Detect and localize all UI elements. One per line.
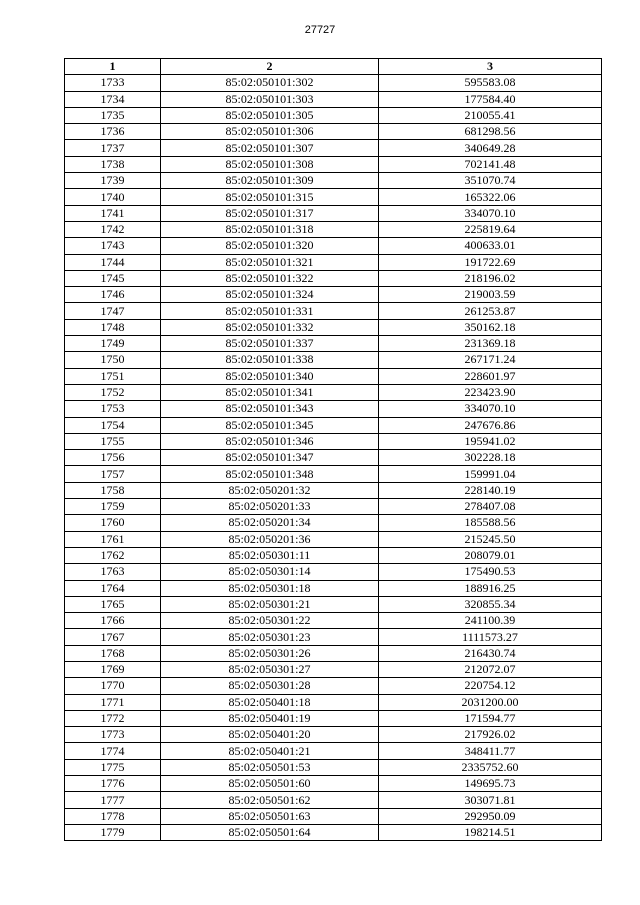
row-number-cell: 1766 xyxy=(65,613,161,629)
cadastral-number-cell: 85:02:050501:53 xyxy=(161,759,379,775)
table-row xyxy=(65,531,602,547)
table-row xyxy=(65,482,602,498)
value-cell: 292950.09 xyxy=(379,808,602,824)
table-row xyxy=(65,499,602,515)
header-row xyxy=(65,59,602,75)
row-number-cell: 1773 xyxy=(65,727,161,743)
row-number-cell: 1759 xyxy=(65,499,161,515)
value-cell: 208079.01 xyxy=(379,547,602,563)
cadastral-number-cell: 85:02:050301:14 xyxy=(161,564,379,580)
value-cell: 247676.86 xyxy=(379,417,602,433)
table-row xyxy=(65,173,602,189)
row-number-cell: 1767 xyxy=(65,629,161,645)
value-cell: 149695.73 xyxy=(379,776,602,792)
cadastral-number-cell: 85:02:050101:346 xyxy=(161,433,379,449)
value-cell: 177584.40 xyxy=(379,91,602,107)
table-row xyxy=(65,221,602,237)
row-number-cell: 1762 xyxy=(65,547,161,563)
table-row xyxy=(65,270,602,286)
cadastral-number-cell: 85:02:050101:309 xyxy=(161,173,379,189)
value-cell: 165322.06 xyxy=(379,189,602,205)
table-row xyxy=(65,596,602,612)
value-cell: 595583.08 xyxy=(379,75,602,91)
value-cell: 681298.56 xyxy=(379,124,602,140)
row-number-cell: 1746 xyxy=(65,287,161,303)
value-cell: 303071.81 xyxy=(379,792,602,808)
table-body xyxy=(65,75,602,841)
table-row xyxy=(65,75,602,91)
row-number-cell: 1764 xyxy=(65,580,161,596)
table-row xyxy=(65,124,602,140)
row-number-cell: 1750 xyxy=(65,352,161,368)
cadastral-number-cell: 85:02:050101:302 xyxy=(161,75,379,91)
cadastral-number-cell: 85:02:050101:315 xyxy=(161,189,379,205)
cadastral-number-cell: 85:02:050101:318 xyxy=(161,221,379,237)
row-number-cell: 1738 xyxy=(65,156,161,172)
value-cell: 228601.97 xyxy=(379,368,602,384)
table-row xyxy=(65,433,602,449)
value-cell: 171594.77 xyxy=(379,710,602,726)
table-row xyxy=(65,238,602,254)
table-row xyxy=(65,515,602,531)
row-number-cell: 1751 xyxy=(65,368,161,384)
table-row xyxy=(65,352,602,368)
cadastral-number-cell: 85:02:050401:21 xyxy=(161,743,379,759)
cadastral-number-cell: 85:02:050101:340 xyxy=(161,368,379,384)
table-header xyxy=(65,59,602,75)
value-cell: 198214.51 xyxy=(379,824,602,840)
row-number-cell: 1772 xyxy=(65,710,161,726)
cadastral-number-cell: 85:02:050301:11 xyxy=(161,547,379,563)
table-row xyxy=(65,189,602,205)
cadastral-number-cell: 85:02:050101:343 xyxy=(161,401,379,417)
cadastral-number-cell: 85:02:050201:32 xyxy=(161,482,379,498)
cadastral-number-cell: 85:02:050101:341 xyxy=(161,384,379,400)
value-cell: 340649.28 xyxy=(379,140,602,156)
value-cell: 223423.90 xyxy=(379,384,602,400)
row-number-cell: 1770 xyxy=(65,678,161,694)
cadastral-number-cell: 85:02:050101:331 xyxy=(161,303,379,319)
cadastral-number-cell: 85:02:050101:303 xyxy=(161,91,379,107)
value-cell: 1111573.27 xyxy=(379,629,602,645)
table-row xyxy=(65,776,602,792)
table-row xyxy=(65,384,602,400)
cadastral-number-cell: 85:02:050101:345 xyxy=(161,417,379,433)
value-cell: 218196.02 xyxy=(379,270,602,286)
table-row xyxy=(65,613,602,629)
table-row xyxy=(65,580,602,596)
data-table xyxy=(64,58,602,841)
table-row xyxy=(65,205,602,221)
value-cell: 320855.34 xyxy=(379,596,602,612)
row-number-cell: 1769 xyxy=(65,661,161,677)
value-cell: 267171.24 xyxy=(379,352,602,368)
cadastral-number-cell: 85:02:050101:317 xyxy=(161,205,379,221)
row-number-cell: 1754 xyxy=(65,417,161,433)
row-number-cell: 1771 xyxy=(65,694,161,710)
row-number-cell: 1776 xyxy=(65,776,161,792)
row-number-cell: 1760 xyxy=(65,515,161,531)
cadastral-number-cell: 85:02:050401:18 xyxy=(161,694,379,710)
table-row xyxy=(65,319,602,335)
value-cell: 348411.77 xyxy=(379,743,602,759)
cadastral-number-cell: 85:02:050201:36 xyxy=(161,531,379,547)
cadastral-number-cell: 85:02:050501:64 xyxy=(161,824,379,840)
row-number-cell: 1747 xyxy=(65,303,161,319)
cadastral-number-cell: 85:02:050401:19 xyxy=(161,710,379,726)
value-cell: 400633.01 xyxy=(379,238,602,254)
value-cell: 185588.56 xyxy=(379,515,602,531)
cadastral-number-cell: 85:02:050201:34 xyxy=(161,515,379,531)
cadastral-number-cell: 85:02:050101:338 xyxy=(161,352,379,368)
row-number-cell: 1753 xyxy=(65,401,161,417)
row-number-cell: 1733 xyxy=(65,75,161,91)
value-cell: 261253.87 xyxy=(379,303,602,319)
value-cell: 215245.50 xyxy=(379,531,602,547)
row-number-cell: 1744 xyxy=(65,254,161,270)
value-cell: 212072.07 xyxy=(379,661,602,677)
value-cell: 2335752.60 xyxy=(379,759,602,775)
row-number-cell: 1736 xyxy=(65,124,161,140)
cadastral-number-cell: 85:02:050101:320 xyxy=(161,238,379,254)
row-number-cell: 1775 xyxy=(65,759,161,775)
value-cell: 278407.08 xyxy=(379,499,602,515)
table-row xyxy=(65,107,602,123)
table-row xyxy=(65,694,602,710)
value-cell: 302228.18 xyxy=(379,450,602,466)
row-number-cell: 1777 xyxy=(65,792,161,808)
cadastral-number-cell: 85:02:050201:33 xyxy=(161,499,379,515)
value-cell: 241100.39 xyxy=(379,613,602,629)
table-row xyxy=(65,254,602,270)
cadastral-number-cell: 85:02:050501:60 xyxy=(161,776,379,792)
value-cell: 702141.48 xyxy=(379,156,602,172)
value-cell: 210055.41 xyxy=(379,107,602,123)
value-cell: 188916.25 xyxy=(379,580,602,596)
value-cell: 159991.04 xyxy=(379,466,602,482)
table-row xyxy=(65,792,602,808)
value-cell: 351070.74 xyxy=(379,173,602,189)
table-row xyxy=(65,156,602,172)
cadastral-number-cell: 85:02:050101:332 xyxy=(161,319,379,335)
cadastral-number-cell: 85:02:050301:28 xyxy=(161,678,379,694)
table-row xyxy=(65,661,602,677)
row-number-cell: 1756 xyxy=(65,450,161,466)
row-number-cell: 1774 xyxy=(65,743,161,759)
value-cell: 228140.19 xyxy=(379,482,602,498)
table-row xyxy=(65,645,602,661)
value-cell: 175490.53 xyxy=(379,564,602,580)
value-cell: 217926.02 xyxy=(379,727,602,743)
table-row xyxy=(65,303,602,319)
table-row xyxy=(65,547,602,563)
cadastral-number-cell: 85:02:050101:307 xyxy=(161,140,379,156)
table-row xyxy=(65,808,602,824)
row-number-cell: 1779 xyxy=(65,824,161,840)
table-row xyxy=(65,629,602,645)
row-number-cell: 1740 xyxy=(65,189,161,205)
row-number-cell: 1748 xyxy=(65,319,161,335)
table-row xyxy=(65,140,602,156)
row-number-cell: 1765 xyxy=(65,596,161,612)
cadastral-number-cell: 85:02:050101:337 xyxy=(161,336,379,352)
table-row xyxy=(65,450,602,466)
table-row xyxy=(65,336,602,352)
cadastral-number-cell: 85:02:050101:347 xyxy=(161,450,379,466)
row-number-cell: 1739 xyxy=(65,173,161,189)
cadastral-number-cell: 85:02:050301:22 xyxy=(161,613,379,629)
table-row xyxy=(65,287,602,303)
table-row xyxy=(65,466,602,482)
row-number-cell: 1757 xyxy=(65,466,161,482)
row-number-cell: 1749 xyxy=(65,336,161,352)
row-number-cell: 1741 xyxy=(65,205,161,221)
value-cell: 216430.74 xyxy=(379,645,602,661)
table-row xyxy=(65,743,602,759)
value-cell: 334070.10 xyxy=(379,205,602,221)
row-number-cell: 1734 xyxy=(65,91,161,107)
row-number-cell: 1745 xyxy=(65,270,161,286)
table-row xyxy=(65,824,602,840)
cadastral-number-cell: 85:02:050301:23 xyxy=(161,629,379,645)
row-number-cell: 1778 xyxy=(65,808,161,824)
table-row xyxy=(65,368,602,384)
table-row xyxy=(65,759,602,775)
table-row xyxy=(65,710,602,726)
value-cell: 2031200.00 xyxy=(379,694,602,710)
row-number-cell: 1752 xyxy=(65,384,161,400)
row-number-cell: 1763 xyxy=(65,564,161,580)
cadastral-number-cell: 85:02:050101:321 xyxy=(161,254,379,270)
table-row xyxy=(65,401,602,417)
value-cell: 220754.12 xyxy=(379,678,602,694)
row-number-cell: 1737 xyxy=(65,140,161,156)
cadastral-number-cell: 85:02:050101:306 xyxy=(161,124,379,140)
cadastral-number-cell: 85:02:050101:324 xyxy=(161,287,379,303)
value-cell: 334070.10 xyxy=(379,401,602,417)
cadastral-number-cell: 85:02:050501:62 xyxy=(161,792,379,808)
cadastral-number-cell: 85:02:050301:21 xyxy=(161,596,379,612)
cadastral-number-cell: 85:02:050101:308 xyxy=(161,156,379,172)
row-number-cell: 1758 xyxy=(65,482,161,498)
cadastral-number-cell: 85:02:050401:20 xyxy=(161,727,379,743)
value-cell: 195941.02 xyxy=(379,433,602,449)
row-number-cell: 1743 xyxy=(65,238,161,254)
column-header-1: 1 xyxy=(65,59,161,75)
table-row xyxy=(65,417,602,433)
cadastral-number-cell: 85:02:050301:18 xyxy=(161,580,379,596)
value-cell: 225819.64 xyxy=(379,221,602,237)
value-cell: 219003.59 xyxy=(379,287,602,303)
table-row xyxy=(65,727,602,743)
value-cell: 231369.18 xyxy=(379,336,602,352)
cadastral-number-cell: 85:02:050301:27 xyxy=(161,661,379,677)
cadastral-number-cell: 85:02:050301:26 xyxy=(161,645,379,661)
row-number-cell: 1761 xyxy=(65,531,161,547)
column-header-2: 2 xyxy=(161,59,379,75)
table-row xyxy=(65,91,602,107)
value-cell: 191722.69 xyxy=(379,254,602,270)
column-header-3: 3 xyxy=(379,59,602,75)
table-row xyxy=(65,564,602,580)
cadastral-number-cell: 85:02:050101:322 xyxy=(161,270,379,286)
row-number-cell: 1755 xyxy=(65,433,161,449)
cadastral-number-cell: 85:02:050501:63 xyxy=(161,808,379,824)
table-row xyxy=(65,678,602,694)
page-number: 27727 xyxy=(304,24,336,36)
cadastral-number-cell: 85:02:050101:305 xyxy=(161,107,379,123)
row-number-cell: 1768 xyxy=(65,645,161,661)
row-number-cell: 1742 xyxy=(65,221,161,237)
row-number-cell: 1735 xyxy=(65,107,161,123)
cadastral-number-cell: 85:02:050101:348 xyxy=(161,466,379,482)
value-cell: 350162.18 xyxy=(379,319,602,335)
